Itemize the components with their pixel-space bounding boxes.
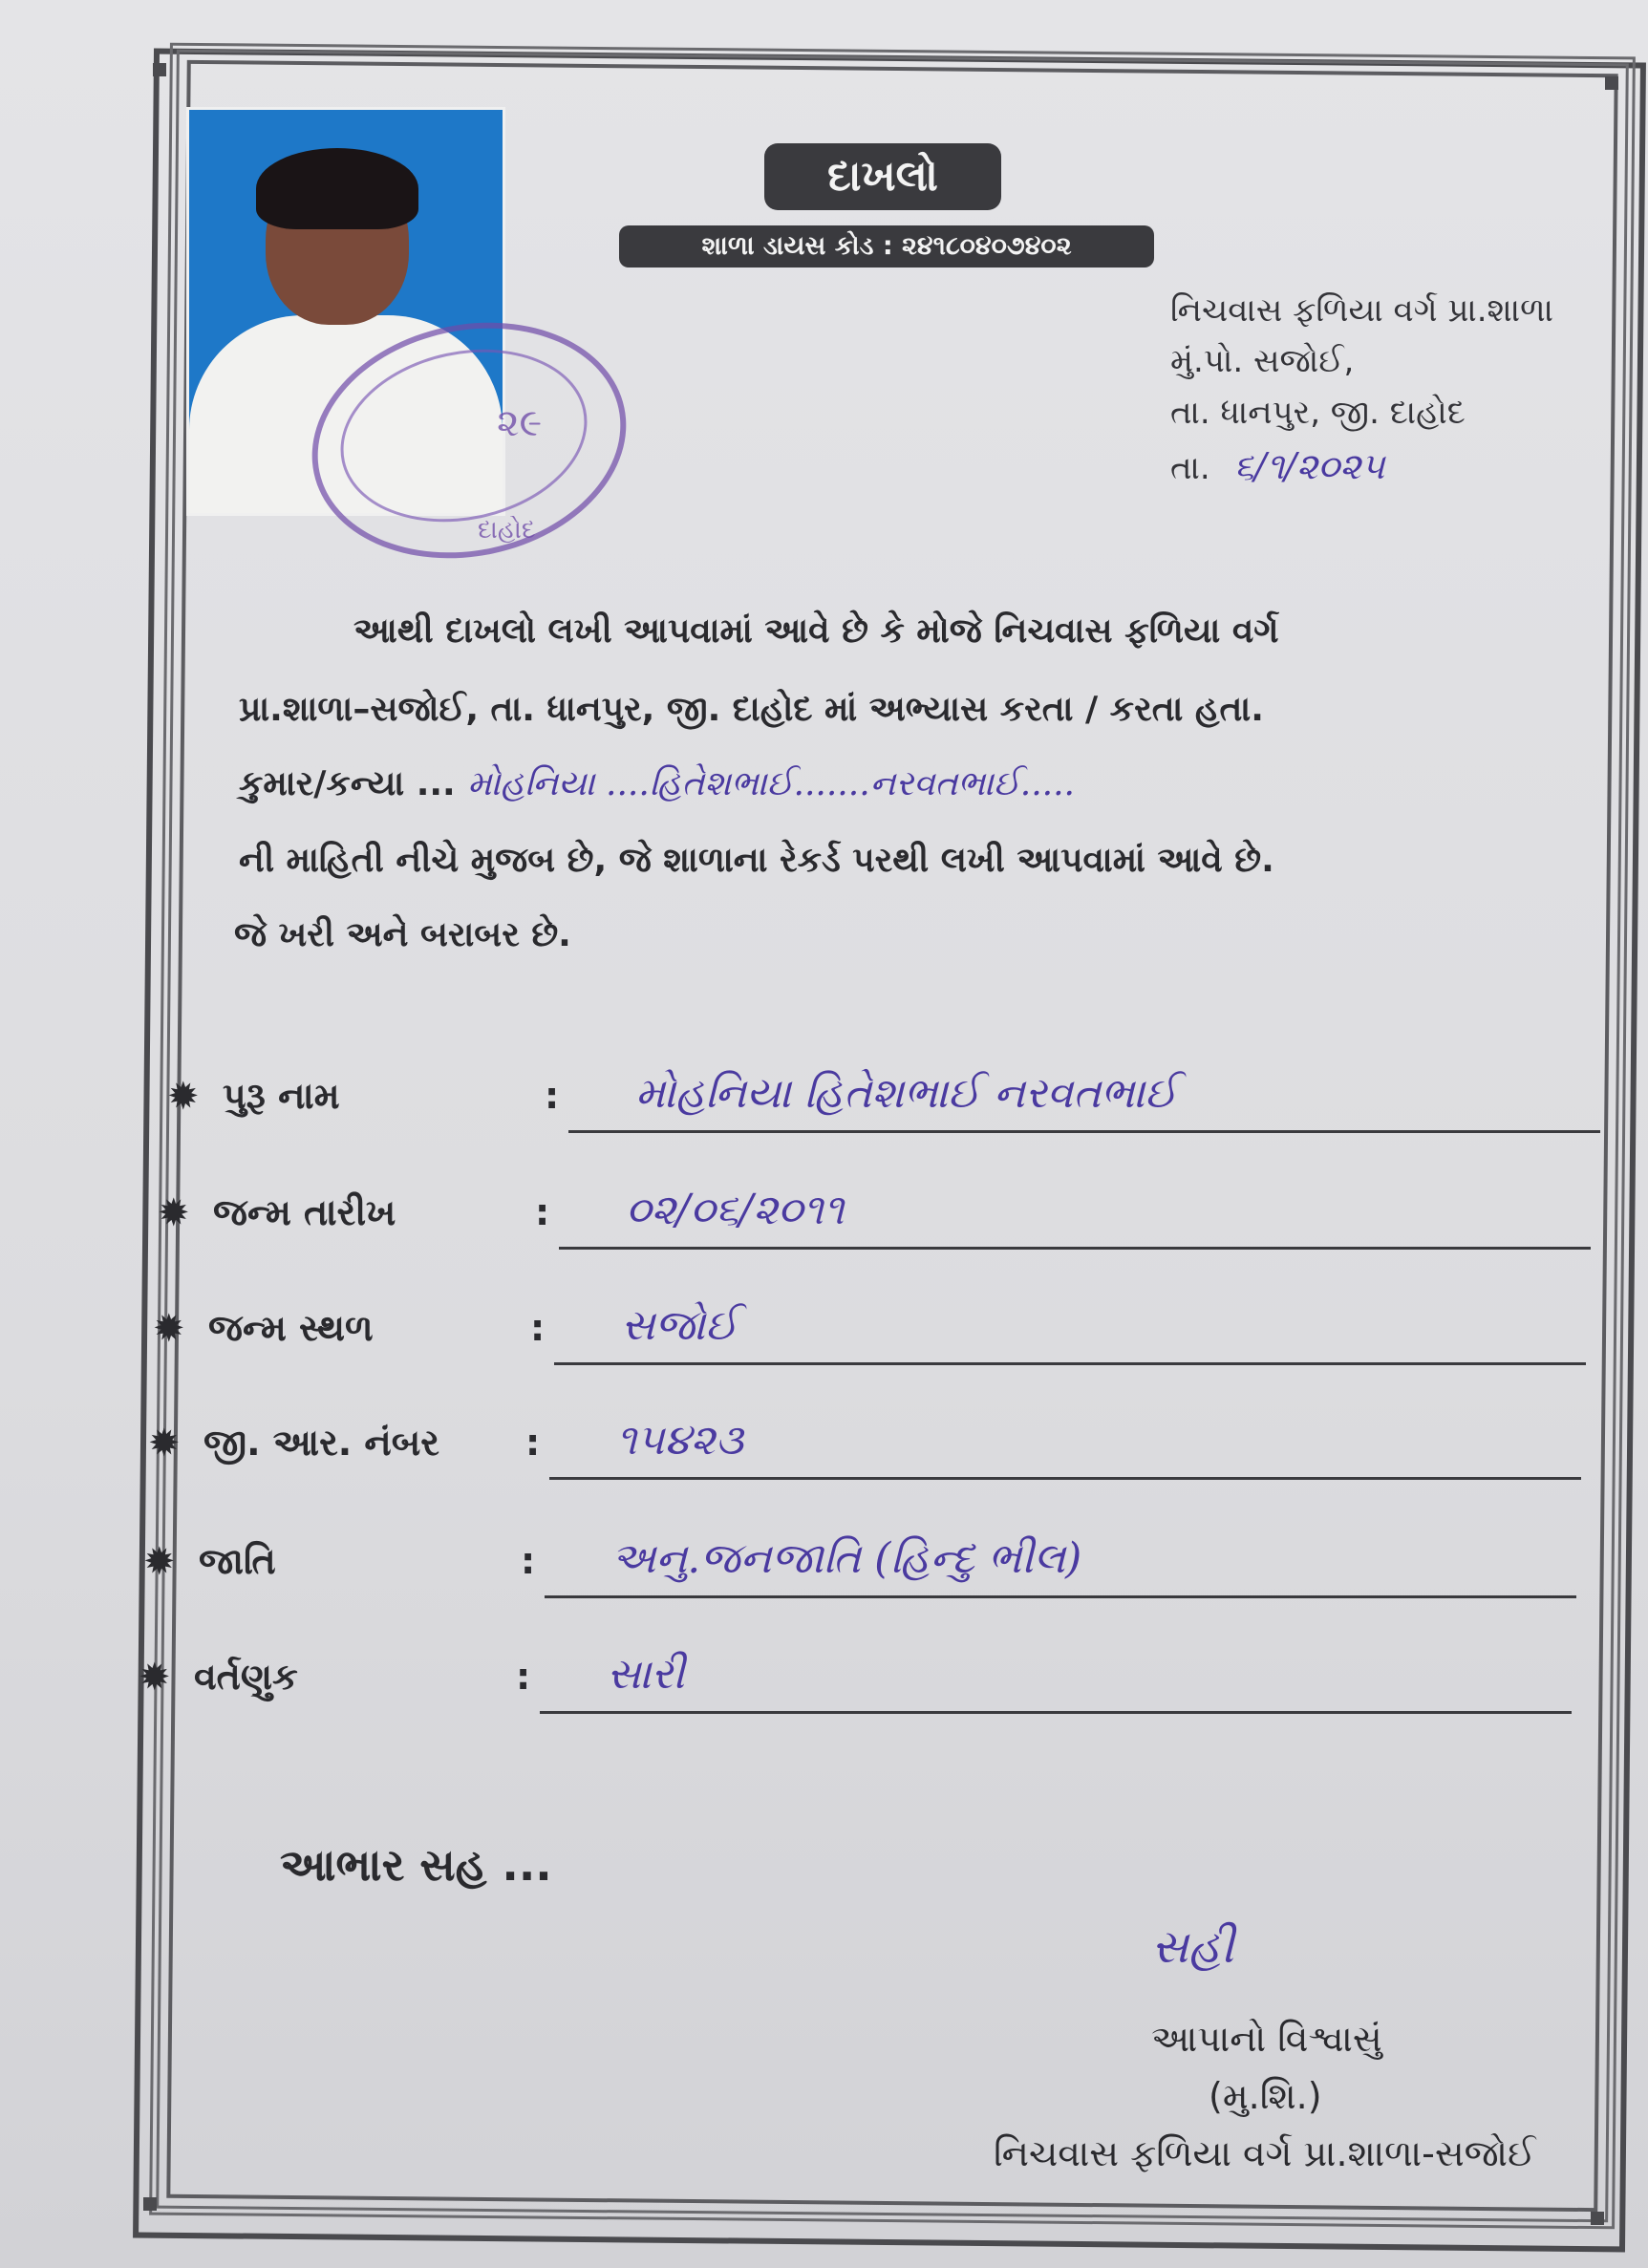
field-birth-place: ✹ જન્મ સ્થળ : સજોઈ bbox=[153, 1307, 1586, 1383]
student-name-inline: મોહનિયા ....હિતેશભાઈ.......નરવતભાઈ..... bbox=[467, 764, 1075, 803]
field-gr-number: ✹ જી. આર. નંબર : ૧૫૪૨૩ bbox=[148, 1422, 1581, 1498]
star-bullet-icon: ✹ bbox=[158, 1191, 190, 1235]
body-line-3 bbox=[239, 764, 1075, 804]
principal-signature: સહી bbox=[1151, 1920, 1234, 1974]
stamp-text: દાહોદ bbox=[478, 516, 536, 545]
gender-label: કુમાર/કન્યા ... bbox=[239, 764, 456, 803]
address-line-1: નિચવાસ ફળિયા વર્ગ પ્રા.શાળા bbox=[1170, 291, 1553, 330]
body-line-4: ની માહિતી નીચે મુજબ છે, જે શાળાના રેકર્ડ પરથી લખી આપવામાં આવે છે. bbox=[239, 841, 1274, 880]
address-date bbox=[1170, 445, 1384, 488]
designation: (મુ.શિ.) bbox=[1209, 2075, 1322, 2117]
thanks-text: આભાર સહ ... bbox=[280, 1839, 552, 1891]
body-line-1: આથી દાખલો લખી આપવામાં આવે છે કે મોજે નિચવાસ ફળિયા વર્ગ bbox=[353, 611, 1279, 651]
body-line-5: જે ખરી અને બરાબર છે. bbox=[234, 915, 571, 954]
field-birth-date: ✹ જન્મ તારીખ : ૦૨/૦૬/૨૦૧૧ bbox=[158, 1191, 1591, 1268]
corner-ornament bbox=[1591, 2212, 1604, 2225]
school-name-sign: નિચવાસ ફળિયા વર્ગ પ્રા.શાળા-સજોઈ bbox=[994, 2132, 1536, 2174]
field-caste: ✹ જાતિ : અનુ.જનજાતિ (હિન્દુ ભીલ) bbox=[143, 1540, 1576, 1616]
certificate-title: દાખલો bbox=[764, 143, 1001, 210]
star-bullet-icon: ✹ bbox=[148, 1422, 181, 1466]
address-line-2: મું.પો. સજોઈ, bbox=[1170, 342, 1355, 380]
stamp-number: ૨૯ bbox=[497, 401, 543, 445]
star-bullet-icon: ✹ bbox=[143, 1540, 176, 1584]
yours-faithfully: આપાનો વિશ્વાસું bbox=[1151, 2018, 1382, 2060]
star-bullet-icon: ✹ bbox=[153, 1307, 185, 1351]
body-line-2: પ્રા.શાળા–સજોઈ, તા. ધાનપુર, જી. દાહોદ માં અભ્યાસ કરતા / કરતા હતા. bbox=[239, 690, 1264, 729]
date-label: તા. bbox=[1170, 449, 1210, 487]
address-line-3: તા. ધાનપુર, જી. દાહોદ bbox=[1170, 394, 1466, 432]
star-bullet-icon: ✹ bbox=[139, 1656, 171, 1700]
star-bullet-icon: ✹ bbox=[167, 1075, 200, 1119]
field-full-name: ✹ પુરૂ નામ : મોહનિયા હિતેશભાઈ નરવતભાઈ bbox=[167, 1075, 1600, 1151]
corner-ornament bbox=[153, 63, 166, 76]
date-handwritten: ૬/૧/૨૦૨૫ bbox=[1233, 445, 1385, 487]
dise-code: શાળા ડાયસ કોડ : ૨૪૧૮૦૪૦૭૪૦૨ bbox=[619, 225, 1154, 267]
corner-ornament bbox=[143, 2197, 157, 2211]
field-conduct: ✹ વર્તણુક : સારી bbox=[139, 1656, 1572, 1732]
corner-ornament bbox=[1605, 76, 1618, 90]
